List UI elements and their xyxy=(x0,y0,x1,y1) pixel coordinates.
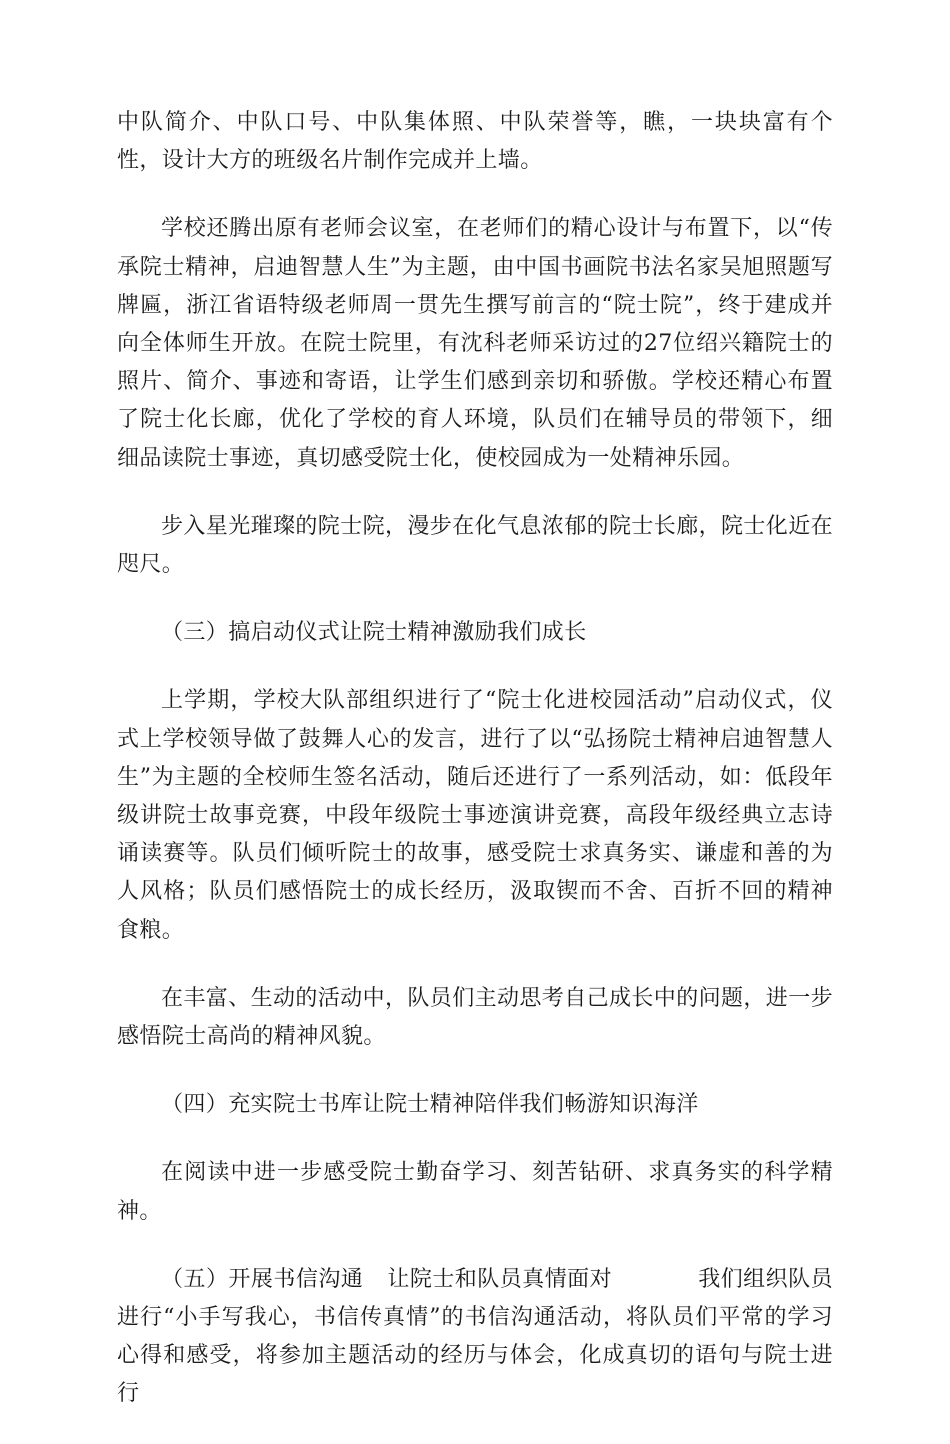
section-heading-5a: （五）开展书信沟通 xyxy=(161,1266,364,1292)
section-heading-4: （四）充实院士书库让院士精神陪伴我们畅游知识海洋 xyxy=(161,1092,699,1118)
paragraph-academician-hall: 学校还腾出原有老师会议室，在老师们的精心设计与布置下，以“传承院士精神，启迪智慧人生”为主题，由中国书画院书法名家吴旭照题写牌匾，浙江省语特级老师周一贯先生撰写前言的“院士院”，终于建成并向全体师生开放。在院士院里，有沈科老师采访过的27位绍兴籍院士的照片、简介、事迹和寄语，让学生们感到亲切和骄傲。学校还精心布置了院士化长廊，优化了学校的育人环境，队员们在辅导员的带领下，细细品读院士事迹，真切感受院士化，使校园成为一处精神乐园。 xyxy=(117,216,833,471)
section-heading-5b: 让院士和队员真情面对 xyxy=(387,1266,613,1292)
section-heading-3: （三）搞启动仪式让院士精神激励我们成长 xyxy=(161,620,587,646)
paragraph-letters-start: 我们组织队员 xyxy=(698,1266,833,1292)
paragraph-corridor: 步入星光璀璨的院士院，漫步在化气息浓郁的院士长廊，院士化近在咫尺。 xyxy=(117,513,834,578)
paragraph-letters xyxy=(117,1261,833,1414)
paragraph-letters-body: 进行“小手写我心，书信传真情”的书信沟通活动，将队员们平常的学习心得和感受，将参加主题活动的经历与体会，化成真切的语句与院士进行 xyxy=(117,1305,833,1407)
paragraph-reading: 在阅读中进一步感受院士勤奋学习、刻苦钻研、求真务实的科学精神。 xyxy=(117,1160,833,1224)
document-body xyxy=(117,104,833,1444)
paragraph-activities: 在丰富、生动的活动中，队员们主动思考自己成长中的问题，进一步感悟院士高尚的精神风貌。 xyxy=(117,985,834,1050)
paragraph-launch-ceremony: 上学期，学校大队部组织进行了“院士化进校园活动”启动仪式，仪式上学校领导做了鼓舞人心的发言，进行了以“弘扬院士精神启迪智慧人生”为主题的全校师生签名活动，随后还进行了一系列活动，如：低段年级讲院士故事竞赛，中段年级院士事迹演讲竞赛，高段年级经典立志诗诵读赛等。队员们倾听院士的故事，感受院士求真务实、谦虚和善的为人风格；队员们感悟院士的成长经历，汲取锲而不舍、百折不回的精神食粮。 xyxy=(117,688,833,943)
paragraph-class-card: 中队简介、中队口号、中队集体照、中队荣誉等，瞧，一块块富有个性，设计大方的班级名片制作完成并上墙。 xyxy=(117,110,833,174)
